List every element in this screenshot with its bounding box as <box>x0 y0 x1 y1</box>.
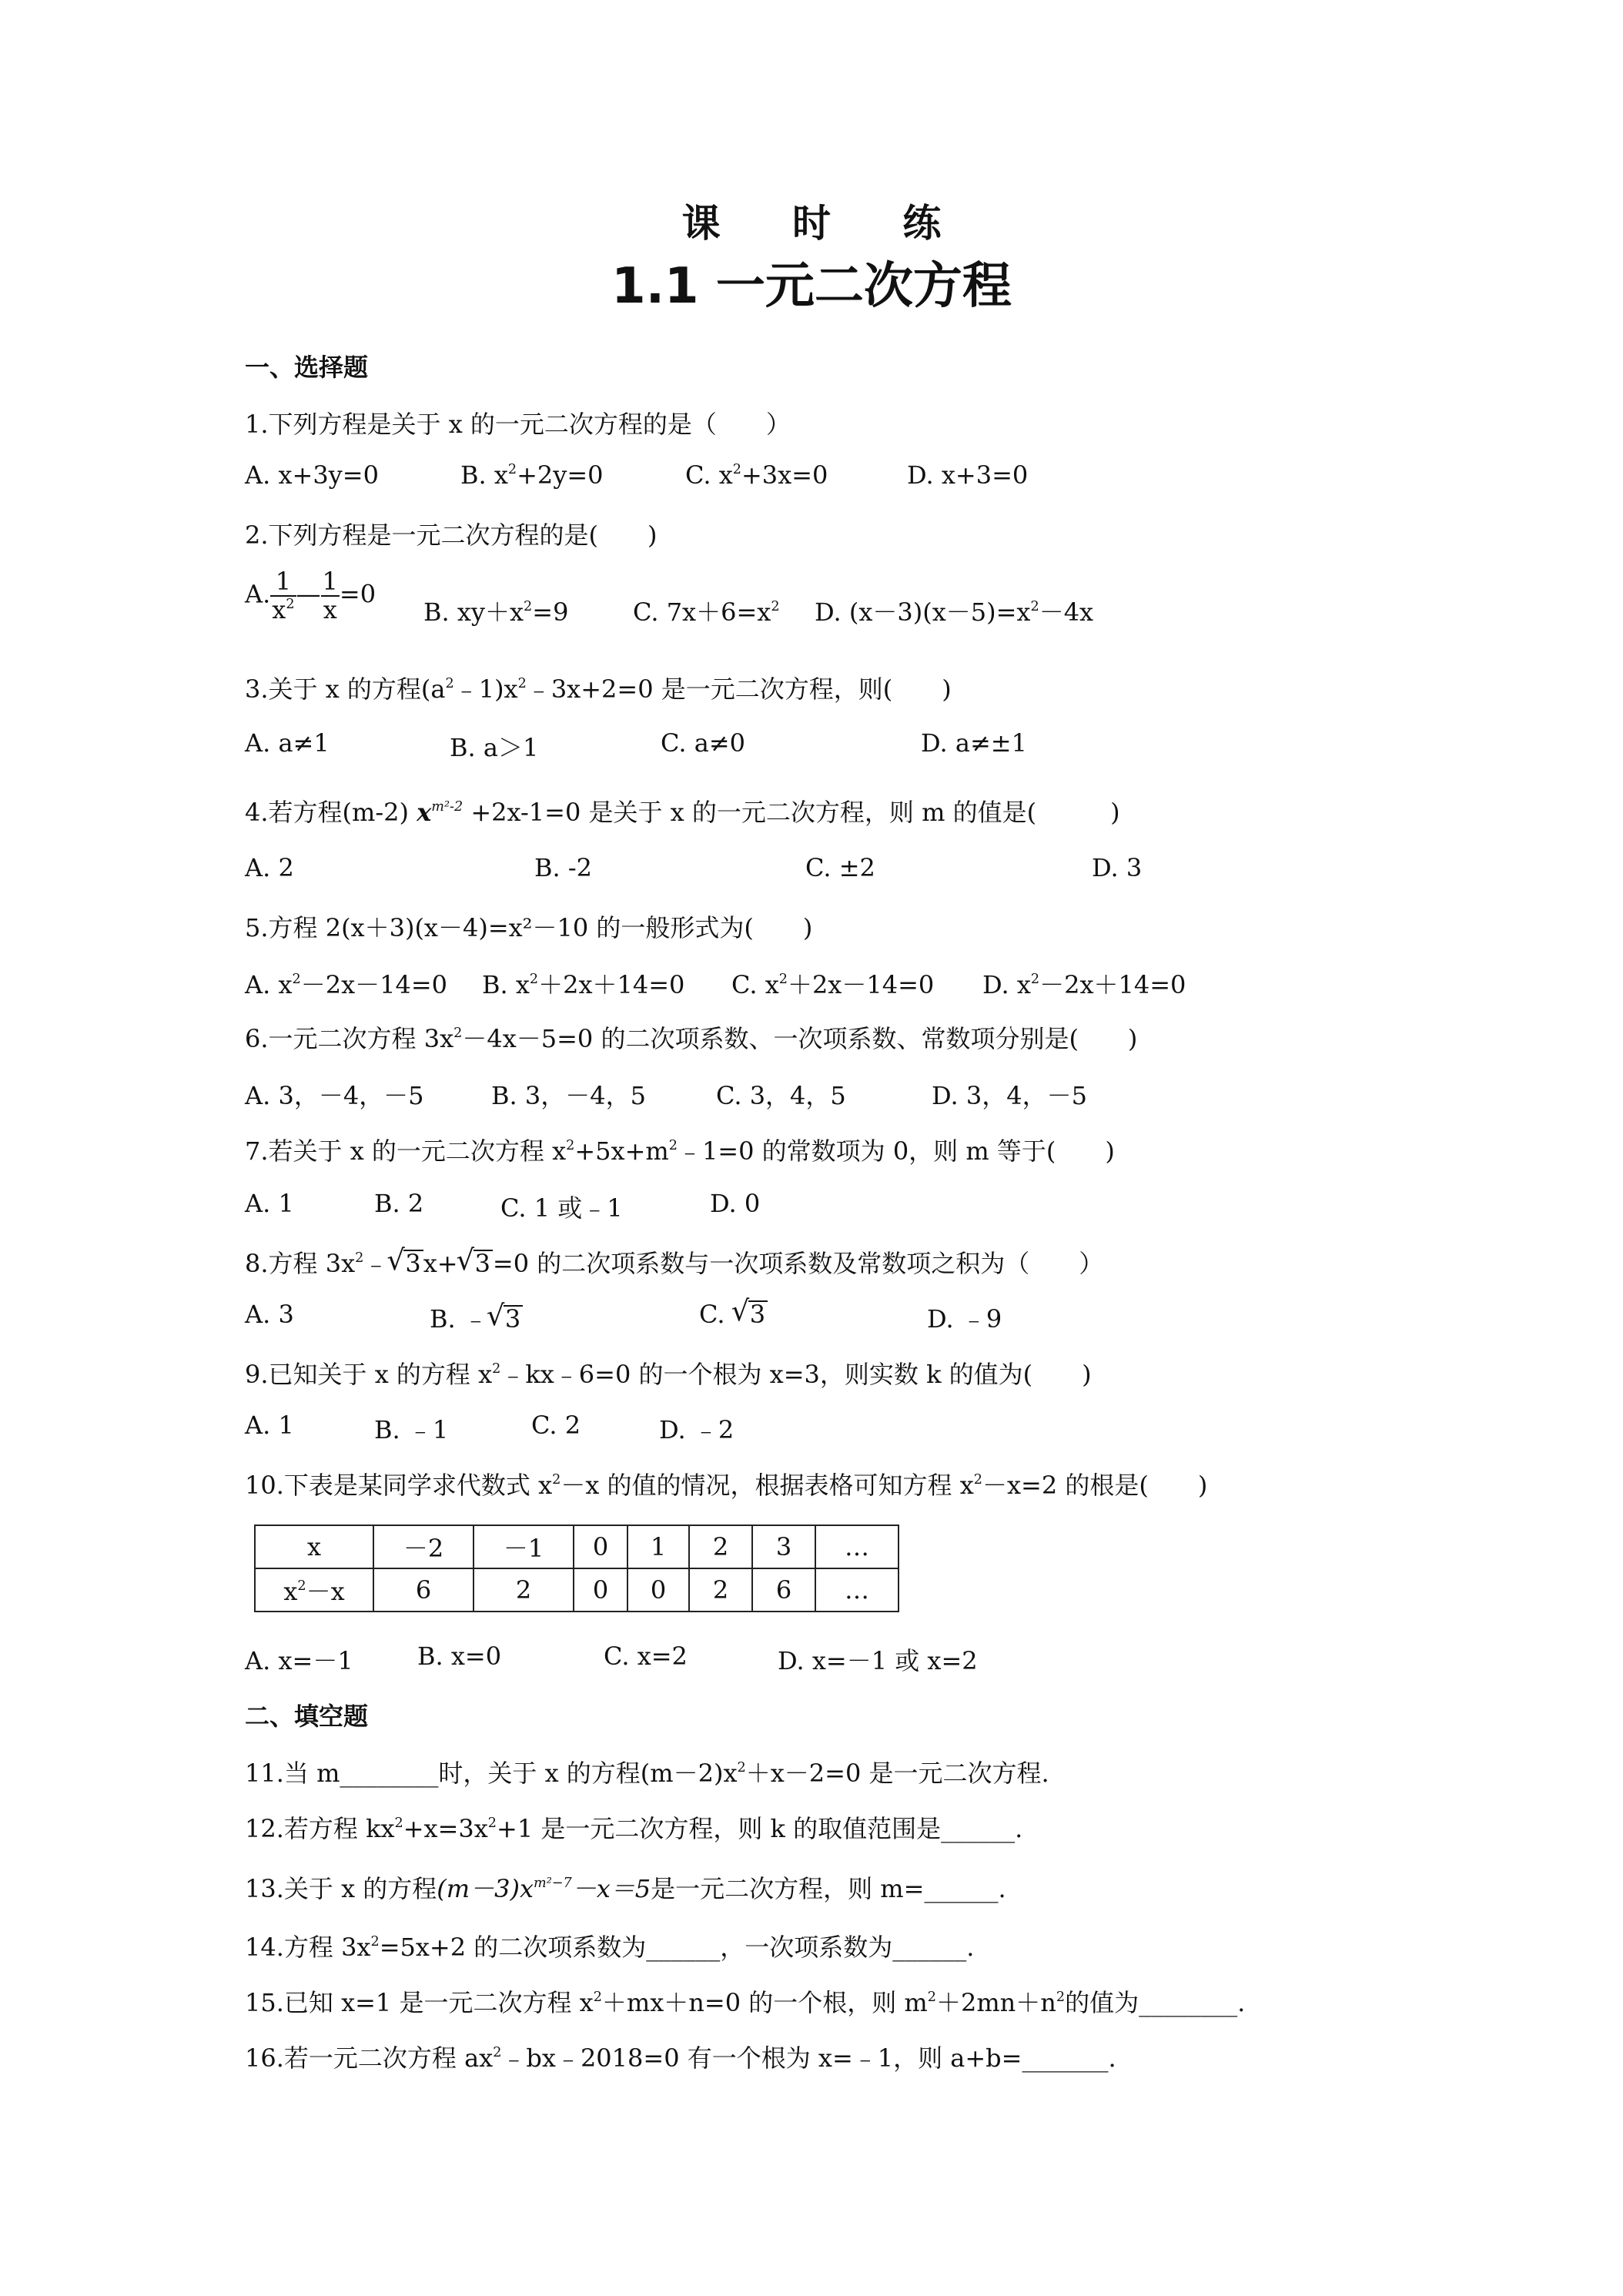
q8-option-d: D. ﹣9 <box>927 1304 1002 1334</box>
q1-option-d: D. x+3=0 <box>907 460 1029 490</box>
q6-option-c: C. 3，4，5 <box>716 1081 846 1110</box>
question-10: 10.下表是某同学求代数式 $x^2-x$ 的值的情况，根据表格可知方程 $x^2-x=2$ 的根是( ) <box>245 1471 1208 1500</box>
table-cell: 0 <box>574 1525 627 1568</box>
question-15: 15.已知 x=1 是一元二次方程 $x^2+mx+n=0$ 的一个根，则 $m^2+2mn+n^2$的值为________. <box>245 1988 1246 2017</box>
question-4: 4.若方程(m-2) $x^{m^2-2} +2x-1=0$ 是关于 x 的一元二次方程，则 m 的值是( ) <box>245 798 1120 827</box>
q10-option-d: D. x=－1 或 x=2 <box>778 1646 978 1675</box>
table-cell: $x^2-x$ <box>255 1568 373 1612</box>
q2-option-b: B. $xy+x^2=9$ <box>423 597 569 627</box>
q5-option-b: B. $x^2+2x+14=0$ <box>482 970 685 999</box>
table-cell: 6 <box>373 1568 474 1612</box>
question-14: 14.方程 $3x^2=5x+2$ 的二次项系数为______，一次项系数为______. <box>245 1933 975 1962</box>
table-cell: 0 <box>627 1568 689 1612</box>
q7-option-b: B. 2 <box>374 1189 424 1218</box>
q1-option-c: C. $x^2+3x=0$ <box>685 460 828 490</box>
question-1: 1.下列方程是关于 x 的一元二次方程的是（ ） <box>245 410 791 439</box>
q6-option-b: B. 3，－4，5 <box>491 1081 646 1110</box>
q2-option-c: C. $7x+6=x^2$ <box>633 597 780 627</box>
q5-option-d: D. $x^2-2x+14=0$ <box>982 970 1186 999</box>
q3-option-d: D. a≠±1 <box>921 728 1027 758</box>
section-fill-heading: 二、填空题 <box>245 1702 369 1731</box>
table-cell: … <box>815 1568 899 1612</box>
q3-option-b: B. a＞1 <box>450 733 539 762</box>
table-cell: 2 <box>689 1568 752 1612</box>
question-12: 12.若方程 $kx^2+x=3x^2+1$ 是一元二次方程，则 k 的取值范围是______. <box>245 1814 1023 1843</box>
question-5: 5.方程 2(x＋3)(x－4)=x²－10 的一般形式为( ) <box>245 913 813 942</box>
q9-option-c: C. 2 <box>531 1411 581 1440</box>
table-cell: 6 <box>752 1568 815 1612</box>
table-cell: … <box>815 1525 899 1568</box>
q4-option-c: C. ±2 <box>805 853 875 882</box>
q5-option-c: C. $x^2+2x-14=0$ <box>731 970 935 999</box>
value-table <box>254 1525 899 1612</box>
table-cell: 3 <box>752 1525 815 1568</box>
q4-option-d: D. 3 <box>1092 853 1143 882</box>
q10-option-c: C. x=2 <box>604 1642 688 1671</box>
table-cell: 0 <box>574 1568 627 1612</box>
q8-option-c: C. √ 3 <box>699 1300 768 1329</box>
q7-option-a: A. 1 <box>245 1189 294 1218</box>
q2-option-d: D. $(x-3)(x-5)=x^2-4x$ <box>815 597 1094 627</box>
question-16: 16.若一元二次方程 $ax^2﹣bx﹣2018=0$ 有一个根为 x=﹣1，则 a+b=_______. <box>245 2043 1116 2073</box>
q9-option-d: D. ﹣2 <box>659 1415 735 1444</box>
q9-option-b: B. ﹣1 <box>374 1415 449 1444</box>
table-cell: －2 <box>373 1525 474 1568</box>
q1-option-b: B. $x^2+2y=0$ <box>460 460 604 490</box>
table-row <box>255 1568 899 1612</box>
table-cell: 1 <box>627 1525 689 1568</box>
q7-option-c: C. 1 或﹣1 <box>500 1193 623 1223</box>
question-7: 7.若关于 x 的一元二次方程 $x^2+5x+m^2﹣1=0$ 的常数项为 0，则 m 等于( ) <box>245 1136 1115 1166</box>
q8-option-a: A. 3 <box>245 1300 294 1329</box>
section-choice-heading: 一、选择题 <box>245 353 369 382</box>
question-13: 13.关于 x 的方程$(m-3)x^{m^2-7}-x=5$是一元二次方程，则 m=______. <box>245 1874 1006 1903</box>
q1-option-a: A. x+3y=0 <box>245 460 379 490</box>
table-cell: x <box>255 1525 373 1568</box>
question-11: 11.当 m________时，关于 x 的方程$(m-2)x^2+x-2=0$ 是一元二次方程. <box>245 1759 1049 1788</box>
q9-option-a: A. 1 <box>245 1411 294 1440</box>
q4-option-a: A. 2 <box>245 853 294 882</box>
q4-option-b: B. -2 <box>534 853 593 882</box>
question-9: 9.已知关于 x 的方程 $x^2﹣kx﹣6=0$ 的一个根为 x=3，则实数 k 的值为( ) <box>245 1360 1092 1389</box>
page-title: 课 时 练 <box>681 201 971 246</box>
question-3: 3.关于 x 的方程$(a^2﹣1)x^2﹣3x+2=0$ 是一元二次方程，则( ) <box>245 674 952 704</box>
table-row <box>255 1525 899 1568</box>
q10-option-b: B. x=0 <box>417 1642 502 1671</box>
q3-option-a: A. a≠1 <box>245 728 330 758</box>
q2-option-a: A. $\frac{1}{x^2}$ — $\frac{1}{x}$ =0 <box>245 567 376 625</box>
question-6: 6.一元二次方程 $3x^2-4x-5=0$ 的二次项系数、一次项系数、常数项分别是( ) <box>245 1024 1138 1053</box>
q10-option-a: A. x=－1 <box>245 1646 353 1675</box>
q3-option-c: C. a≠0 <box>661 728 745 758</box>
lesson-title: 1.1 一元二次方程 <box>611 258 1012 315</box>
q8-option-b: B. ﹣√ 3 <box>430 1300 523 1335</box>
q5-option-a: A. $x^2-2x-14=0$ <box>245 970 448 999</box>
q6-option-a: A. 3，－4，－5 <box>245 1081 424 1110</box>
q6-option-d: D. 3，4，－5 <box>932 1081 1087 1110</box>
table-cell: 2 <box>474 1568 574 1612</box>
sqrt-3: √ 3 <box>474 1250 493 1276</box>
question-8: 8.方程 $3x^2﹣√$ 3x+√ 3=0 的二次项系数与一次项系数及常数项之积为（ ） <box>245 1244 1103 1280</box>
q7-option-d: D. 0 <box>710 1189 761 1218</box>
table-cell: －1 <box>474 1525 574 1568</box>
table-cell: 2 <box>689 1525 752 1568</box>
sqrt-3: √ 3 <box>403 1250 423 1276</box>
question-2: 2.下列方程是一元二次方程的是( ) <box>245 520 658 550</box>
